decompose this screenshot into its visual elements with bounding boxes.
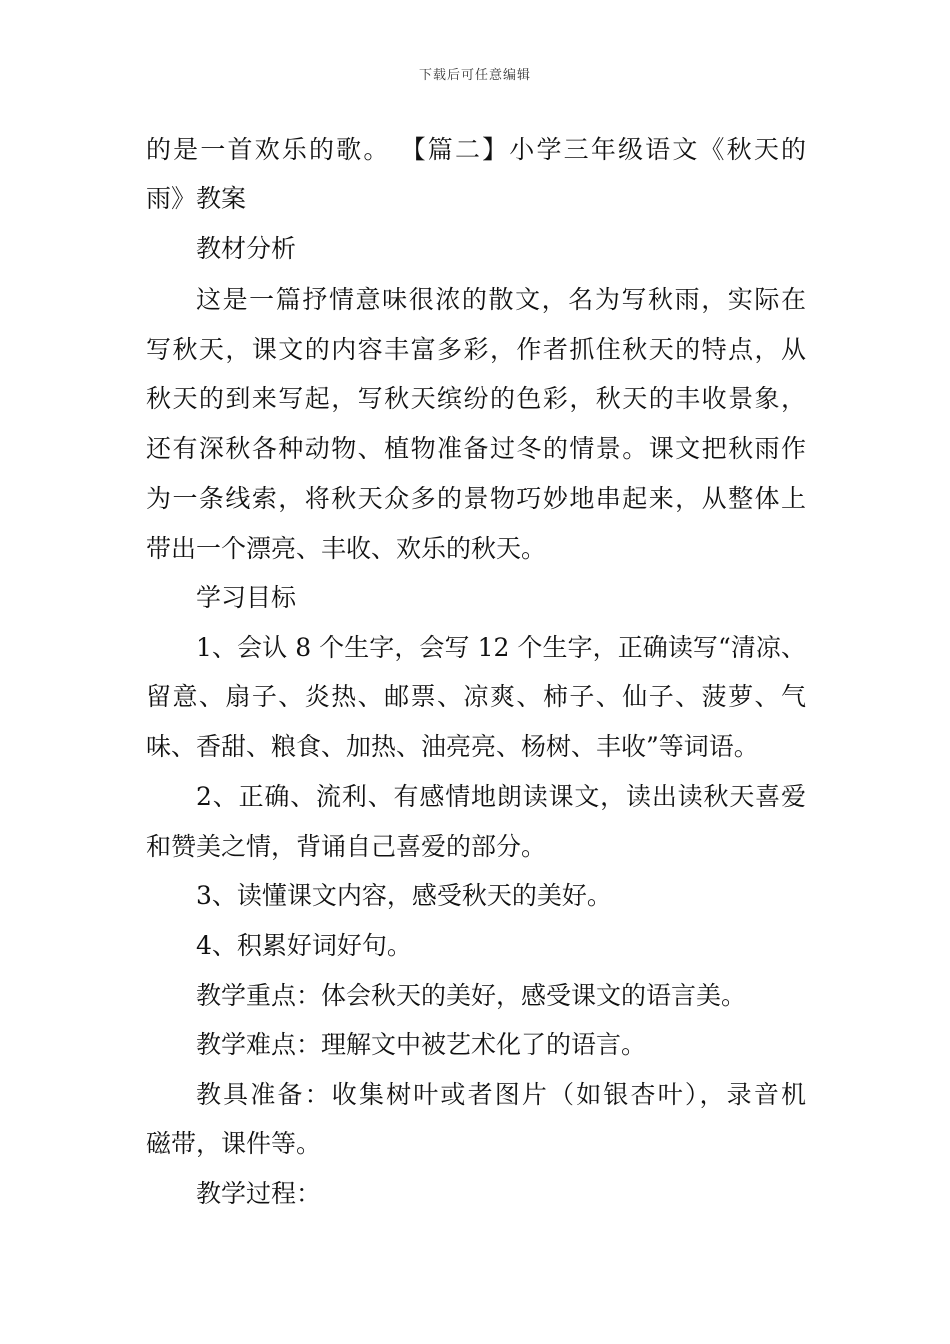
text-line: 4、积累好词好句。	[196, 931, 412, 960]
text-line: 留意、扇子、炎热、邮票、凉爽、柿子、仙子、菠萝、气	[146, 682, 806, 711]
section-heading: 教学过程：	[196, 1179, 322, 1208]
section-heading: 学习目标	[196, 583, 297, 612]
text-line: 还有深秋各种动物、植物准备过冬的情景。课文把秋雨作	[146, 434, 806, 463]
text-line: 带出一个漂亮、丰收、欢乐的秋天。	[146, 534, 547, 563]
text-line: 雨》教案	[146, 184, 247, 213]
text-line: 的是一首欢乐的歌。 【篇二】小学三年级语文《秋天的	[146, 135, 806, 164]
section-heading: 教材分析	[196, 234, 297, 263]
text-line: 教学难点：理解文中被艺术化了的语言。	[196, 1030, 647, 1059]
text-line: 味、香甜、粮食、加热、油亮亮、杨树、丰收”等词语。	[146, 732, 759, 761]
text-line: 1、会认 8 个生字，会写 12 个生字，正确读写“清凉、	[196, 633, 806, 662]
text-line: 这是一篇抒情意味很浓的散文，名为写秋雨，实际在	[196, 285, 806, 314]
text-line: 写秋天，课文的内容丰富多彩，作者抓住秋天的特点，从	[146, 335, 806, 364]
page-header: 下载后可任意编辑	[418, 68, 531, 83]
text-line: 为一条线索，将秋天众多的景物巧妙地串起来，从整体上	[146, 484, 806, 513]
text-line: 教学重点：体会秋天的美好，感受课文的语言美。	[196, 981, 747, 1010]
text-line: 和赞美之情，背诵自己喜爱的部分。	[146, 832, 547, 861]
text-line: 3、读懂课文内容，感受秋天的美好。	[196, 881, 612, 910]
text-line: 教具准备：收集树叶或者图片（如银杏叶），录音机	[196, 1080, 806, 1109]
text-line: 秋天的到来写起，写秋天缤纷的色彩，秋天的丰收景象，	[146, 384, 806, 413]
text-line: 2、正确、流利、有感情地朗读课文，读出读秋天喜爱	[196, 782, 806, 811]
text-line: 磁带，课件等。	[146, 1129, 322, 1158]
